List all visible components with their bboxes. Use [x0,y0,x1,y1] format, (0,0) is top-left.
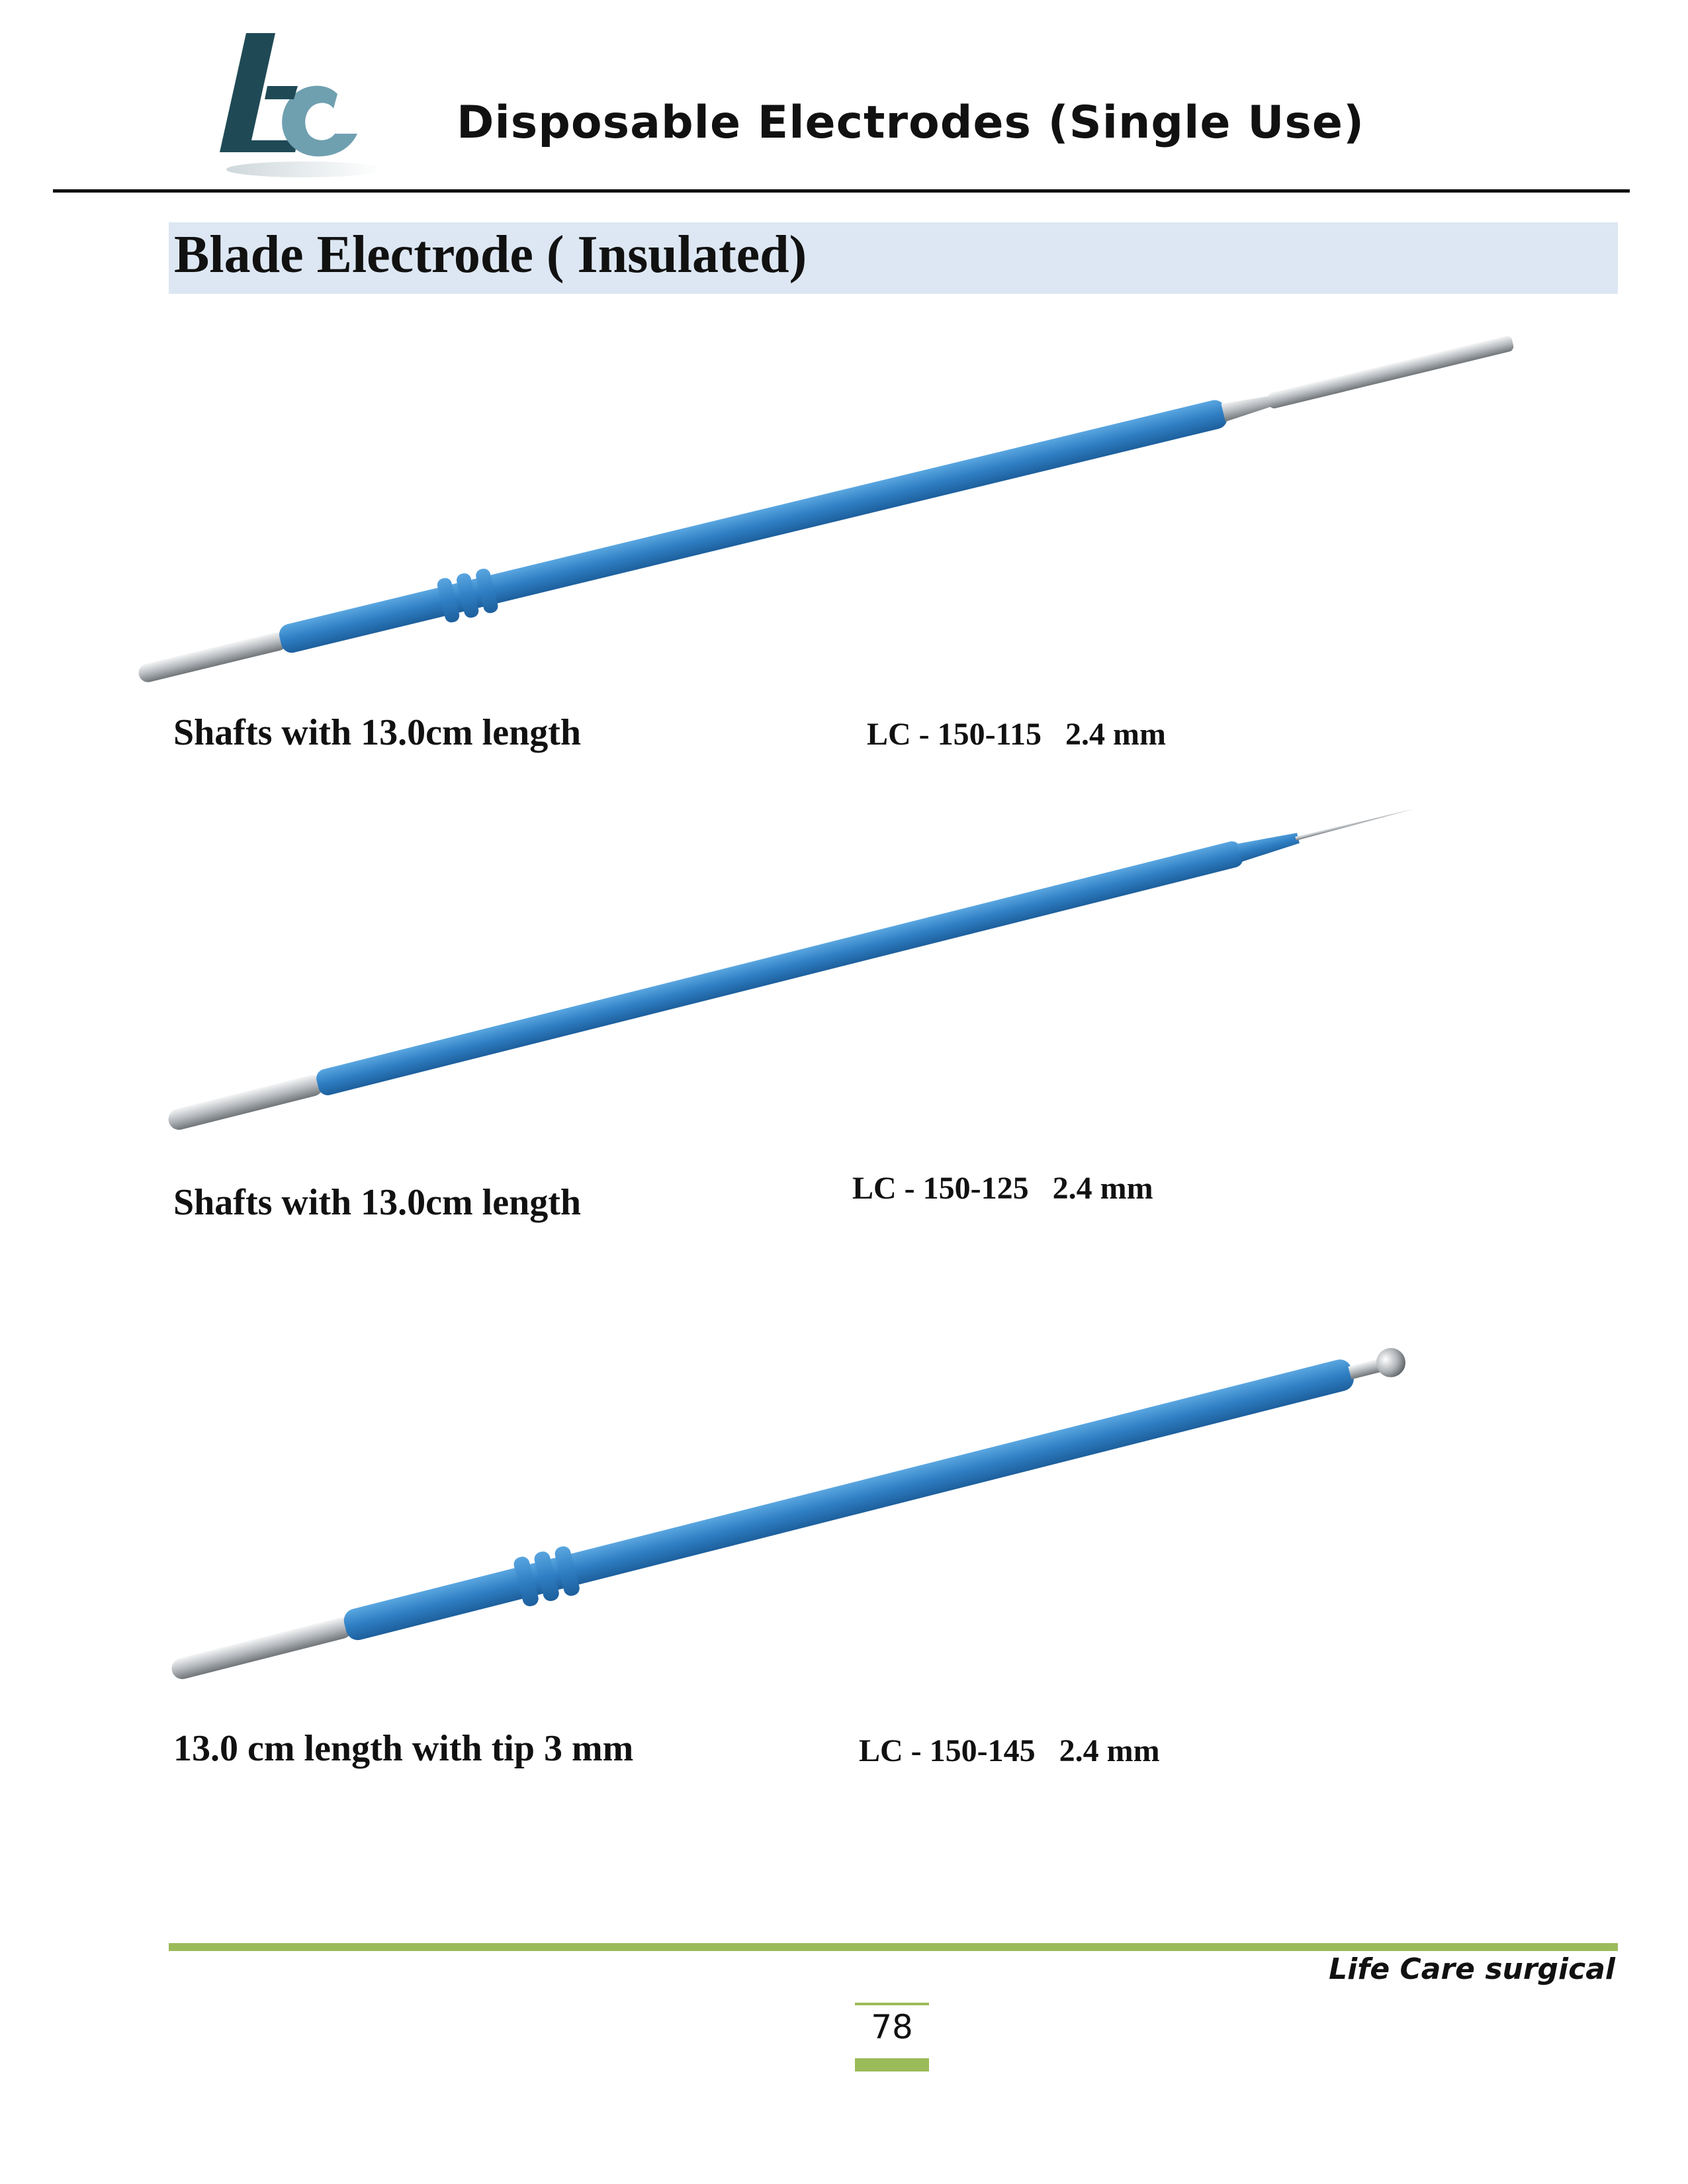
footer-brand: Life Care surgical [1329,1952,1615,1986]
page-number-top-rule [855,2003,929,2005]
product-1-description: Shafts with 13.0cm length [173,712,582,753]
lc-logo-icon [199,20,384,185]
product-3-code: LC - 150-145 2.4 mm [859,1733,1160,1768]
blade-electrode-icon [119,318,1535,688]
product-2-description: Shafts with 13.0cm length [173,1182,582,1223]
page-number-bottom-bar [855,2058,929,2071]
page-number: 78 [871,2008,913,2046]
product-3-description: 13.0 cm length with tip 3 mm [173,1728,634,1769]
section-title: Blade Electrode ( Insulated) [174,226,807,284]
needle-electrode-icon [119,794,1535,1138]
ball-electrode-icon [119,1317,1535,1694]
document-title: Disposable Electrodes (Single Use) [457,97,1365,149]
product-1-code: LC - 150-115 2.4 mm [867,717,1166,752]
header-divider [53,189,1630,193]
product-2-code: LC - 150-125 2.4 mm [852,1171,1153,1206]
footer-divider [169,1943,1618,1951]
